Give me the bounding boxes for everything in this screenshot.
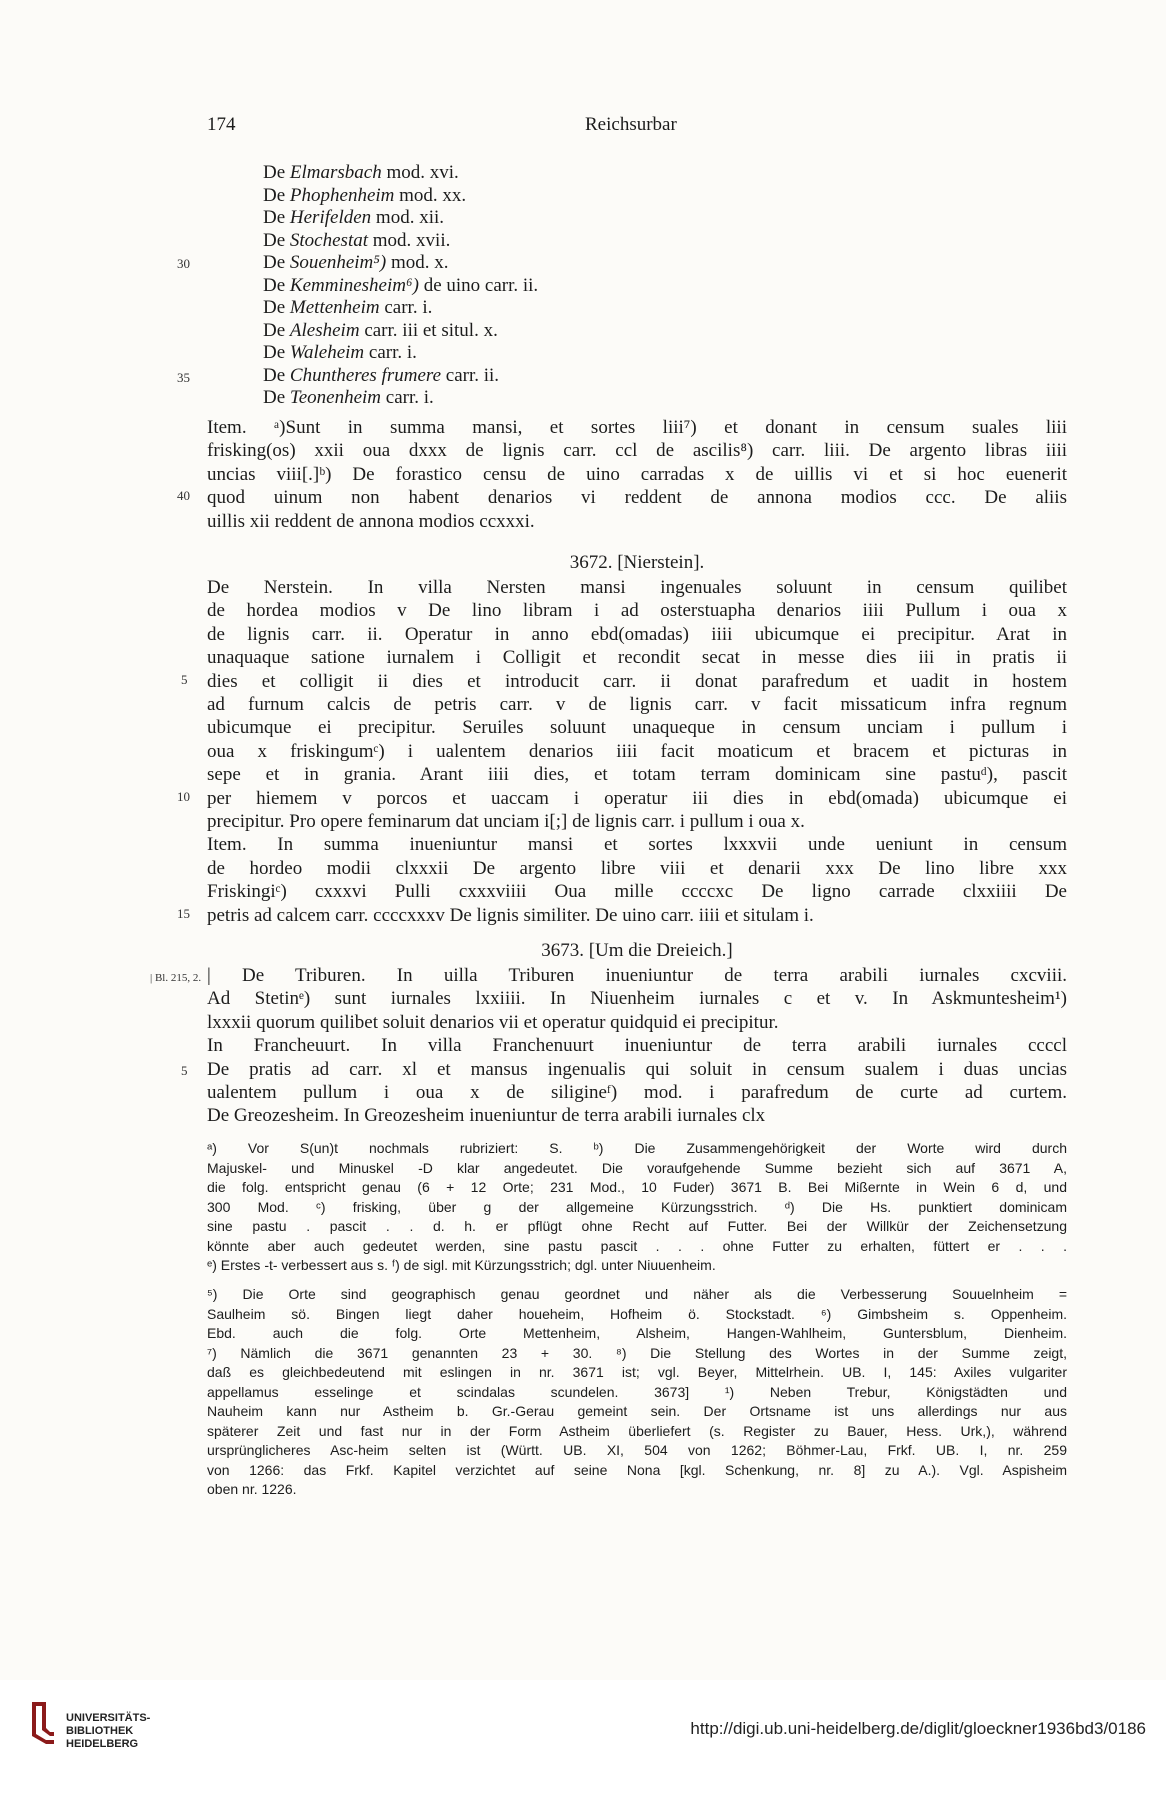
- text-line: per hiemem v porcos et uaccam i operatur iii dies in ebd(omada) ubicumque ei: [207, 787, 1067, 809]
- library-name-line: UNIVERSITÄTS-: [66, 1712, 151, 1724]
- text-line: späterer Zeit und fast nur in der Form Astheim überliefert (s. Register zu Bauer, Hess. Urk,), während: [207, 1422, 1067, 1439]
- text-line: appellamus esselinge et scindalas scundelen. 3673] ¹) Neben Trebur, Königstädten und: [207, 1383, 1067, 1400]
- place-name: Herifelden: [289, 207, 372, 228]
- text-line: | De Triburen. In uilla Triburen inueniuntur de terra arabili iurnales cxcviii.: [207, 965, 1067, 986]
- place-name: Stochestat: [289, 229, 369, 251]
- text-line: ᵉ) Erstes -t- verbessert aus s. ᶠ) de sigl. mit Kürzungsstrich; dgl. unter Niuuenheim.: [207, 1257, 716, 1273]
- text-line: sine pastu . pascit . . d. h. er pflügt ohne Recht auf Futter. Bei der Willkür der Zeichensetzung: [207, 1218, 1067, 1234]
- entry-prefix: De: [263, 162, 290, 183]
- text-line: de hordeo modii clxxxii De argento libre viii et denarii xxx De lino libre xxx: [207, 857, 1067, 879]
- text-line: precipitur. Pro opere feminarum dat unciam i[;] de lignis carr. i pullum i oua x.: [207, 811, 805, 833]
- text-line: uillis xii reddent de annona modios ccxxxi.: [207, 510, 535, 532]
- entry-detail: mod. xvii.: [368, 229, 451, 251]
- text-line: Item. In summa inueniuntur mansi et sortes lxxxvii unde ueniunt in censum: [207, 834, 1067, 856]
- library-name-line: HEIDELBERG: [66, 1738, 139, 1750]
- text-line: ⁷) Nämlich die 3671 genannten 23 + 30. ⁸) Die Stellung des Wortes in der Summe zeigt,: [207, 1344, 1067, 1361]
- place-entry: [263, 387, 538, 410]
- text-line: oben nr. 1226.: [207, 1481, 297, 1497]
- text-line: quod uinum non habent denarios vi reddent de annona modios ccc. De aliis: [207, 487, 1067, 509]
- library-name-line: BIBLIOTHEK: [66, 1725, 134, 1737]
- entry-prefix: De: [263, 252, 290, 273]
- line-number: 5: [181, 1063, 188, 1078]
- footnotes-numbers: [207, 1285, 1067, 1500]
- text-line: de lignis carr. ii. Operatur in anno ebd(omadas) iiii ubicumque ei precipitur. Arat in: [207, 623, 1067, 645]
- place-name: Alesheim: [289, 319, 360, 341]
- entry-detail: mod. xx.: [394, 184, 467, 206]
- text-line: ubicumque ei precipitur. Seruiles soluunt unaqueque in censum unciam i pullum i: [207, 717, 1067, 739]
- entry-prefix: De: [263, 319, 290, 341]
- place-name: Souenheim⁵): [289, 252, 387, 273]
- place-entry: [263, 230, 538, 253]
- entry-prefix: De: [263, 229, 290, 251]
- entry-detail: carr. i.: [379, 297, 433, 318]
- place-name: Mettenheim: [289, 297, 380, 318]
- text-line: dies et colligit ii dies et introducit carr. ii donat parafredum et uadit in hostem: [207, 670, 1067, 692]
- place-entry: [263, 320, 538, 343]
- section-3672-text: [207, 576, 1067, 927]
- entry-detail: carr. iii et situl. x.: [359, 319, 498, 341]
- entry-prefix: De: [263, 342, 290, 363]
- entry-detail: carr. i.: [364, 342, 417, 363]
- entry-detail: carr. ii.: [441, 364, 500, 386]
- text-line: ᵃ) Vor S(un)t nochmals rubriziert: S. ᵇ) Die Zusammengehörigkeit der Worte wird durch: [207, 1140, 1067, 1156]
- entry-detail: carr. i.: [381, 387, 434, 408]
- place-entry: [263, 185, 538, 208]
- text-line: ⁵) Die Orte sind geographisch genau geordnet und näher als die Verbesserung Souuelnheim =: [207, 1286, 1067, 1302]
- place-entry: [263, 365, 538, 388]
- place-name: Elmarsbach: [289, 162, 382, 183]
- line-number: 10: [177, 789, 190, 804]
- line-number: 5: [181, 672, 188, 687]
- entry-prefix: De: [263, 297, 290, 318]
- text-line: Saulheim sö. Bingen liegt daher houeheim, Hofheim ö. Stockstadt. ⁶) Gimbsheim s. Oppenheim.: [207, 1305, 1067, 1322]
- text-line: oua x friskingumᶜ) i ualentem denarios iiii facit moaticum et bracem et picturas in: [207, 740, 1067, 762]
- place-entry: [263, 275, 538, 298]
- entry-prefix: De: [263, 274, 290, 296]
- text-line: de hordea modios v De lino libram i ad osterstuapha denarios iiii Pullum i oua x: [207, 600, 1067, 622]
- place-name: Phophenheim: [289, 184, 395, 206]
- text-line: sepe et in grania. Arant iiii dies, et totam terram dominicam sine pastuᵈ), pascit: [207, 764, 1067, 786]
- place-name: Chuntheres frumere: [289, 364, 442, 386]
- place-name: Teonenheim: [289, 387, 382, 408]
- source-url-link[interactable]: http://digi.ub.uni-heidelberg.de/diglit/gloeckner1936bd3/0186: [690, 1719, 1146, 1738]
- entry-prefix: De: [263, 184, 290, 206]
- text-line: De Greozesheim. In Greozesheim inueniuntur de terra arabili iurnales clx: [207, 1105, 766, 1127]
- text-line: ad furnum calcis de petris carr. v de lignis carr. v facit missaticum infra regnum: [207, 694, 1067, 716]
- page-header: [207, 114, 1067, 142]
- entry-prefix: De: [263, 387, 290, 408]
- section-3673-text: [207, 964, 1067, 1128]
- entry-prefix: De: [263, 207, 290, 228]
- text-line: uncias viii[.]ᵇ) De forastico censu de uino carradas x de uillis vi et si hoc euenerit: [207, 463, 1067, 485]
- page-number: 174: [207, 114, 236, 135]
- entry-detail: de uino carr. ii.: [418, 274, 539, 296]
- place-entry: [263, 297, 538, 320]
- text-line: De Nerstein. In villa Nersten mansi ingenuales soluunt in censum quilibet: [207, 577, 1067, 598]
- text-line: Item. ᵃ)Sunt in summa mansi, et sortes liii⁷) et donant in censum suales liii: [207, 417, 1067, 438]
- text-line: In Francheuurt. In villa Franchenuurt inueniuntur de terra arabili iurnales ccccl: [207, 1035, 1067, 1057]
- line-number: 40: [177, 488, 190, 503]
- section-title: 3672. [Nierstein].: [569, 552, 705, 573]
- text-line: frisking(os) xxii oua dxxx de lignis carr. ccl de ascilis⁸) carr. liii. De argento libras iiii: [207, 440, 1067, 462]
- text-line: 300 Mod. ᶜ) frisking, über g der allgemeine Kürzungsstrich. ᵈ) Die Hs. punktiert dominicam: [207, 1198, 1067, 1215]
- entry-detail: mod. x.: [386, 252, 449, 273]
- place-entry: [263, 252, 538, 275]
- text-line: die folg. entspricht genau (6 + 12 Orte; 231 Mod., 10 Fuder) 3671 B. Bei Mißernte in Wein 6 d, und: [207, 1179, 1067, 1195]
- margin-note: | Bl. 215, 2.: [150, 972, 202, 984]
- text-line: De pratis ad carr. xl et mansus ingenualis qui soluit in censum sualem i duas uncias: [207, 1058, 1067, 1080]
- text-line: von 1266: das Frkf. Kapitel verzichtet auf seine Nona [kgl. Schenkung, nr. 8] zu A.). Vgl. Aspisheim: [207, 1461, 1067, 1478]
- text-line: lxxxii quorum quilibet soluit denarios vii et operatur quidquid ei precipitur.: [207, 1011, 779, 1033]
- place-entry: [263, 162, 538, 185]
- place-list: [263, 162, 538, 410]
- line-number: 30: [177, 256, 190, 271]
- text-line: Nauheim kann nur Astheim b. Gr.-Gerau gemeint sein. Der Ortsname ist uns allerdings nur aus: [207, 1403, 1067, 1419]
- text-line: ursprünglicheres Asc-heim selten ist (Württ. UB. XI, 504 von 1262; Böhmer-Lau, Frkf. UB. I, nr. 259: [207, 1442, 1067, 1458]
- library-logo-icon: [28, 1700, 58, 1746]
- line-number: 15: [177, 906, 190, 921]
- entry-detail: mod. xvi.: [381, 162, 459, 183]
- section-title: 3673. [Um die Dreieich.]: [541, 940, 733, 961]
- text-line: petris ad calcem carr. ccccxxxv De lignis similiter. De uino carr. iiii et situlam i.: [207, 904, 814, 926]
- place-entry: [263, 207, 538, 230]
- place-name: Kemminesheim⁶): [289, 274, 419, 296]
- item-paragraph: [207, 416, 1067, 533]
- place-entry: [263, 342, 538, 365]
- running-head: Reichsurbar: [585, 114, 677, 135]
- text-line: unaquaque satione iurnalem i Colligit et recondit secat in messe dies iii in pratis ii: [207, 647, 1067, 669]
- text-line: könnte aber auch gedeutet werden, sine pastu pascit . . . ohne Futter zu erhalten, füttert er . . .: [207, 1237, 1067, 1254]
- entry-detail: mod. xii.: [371, 207, 445, 228]
- footnotes-letters: [207, 1139, 1067, 1276]
- text-line: daß es gleichbedeutend mit eslingen in nr. 3671 ist; vgl. Beyer, Mittelrhein. UB. I, 145: Axiles vulgariter: [207, 1364, 1067, 1380]
- text-line: Majuskel- und Minuskel -D klar angedeutet. Die voraufgehende Summe bezieht sich auf 3671 A,: [207, 1159, 1067, 1176]
- text-line: Ebd. auch die folg. Orte Mettenheim, Alsheim, Hangen-Wahlheim, Guntersblum, Dienheim.: [207, 1325, 1067, 1341]
- text-line: Friskingiᶜ) cxxxvi Pulli cxxxviiii Oua mille ccccxc De ligno carrade clxxiiii De: [207, 881, 1067, 903]
- entry-prefix: De: [263, 364, 290, 386]
- place-name: Waleheim: [289, 342, 365, 363]
- text-line: ualentem pullum i oua x de siligineᶠ) mod. i parafredum de curte ad curtem.: [207, 1082, 1067, 1104]
- text-line: Ad Stetinᵉ) sunt iurnales lxxiiii. In Niuenheim iurnales c et v. In Askmuntesheim¹): [207, 988, 1067, 1010]
- library-name: [66, 1712, 150, 1751]
- line-number: 35: [177, 370, 190, 385]
